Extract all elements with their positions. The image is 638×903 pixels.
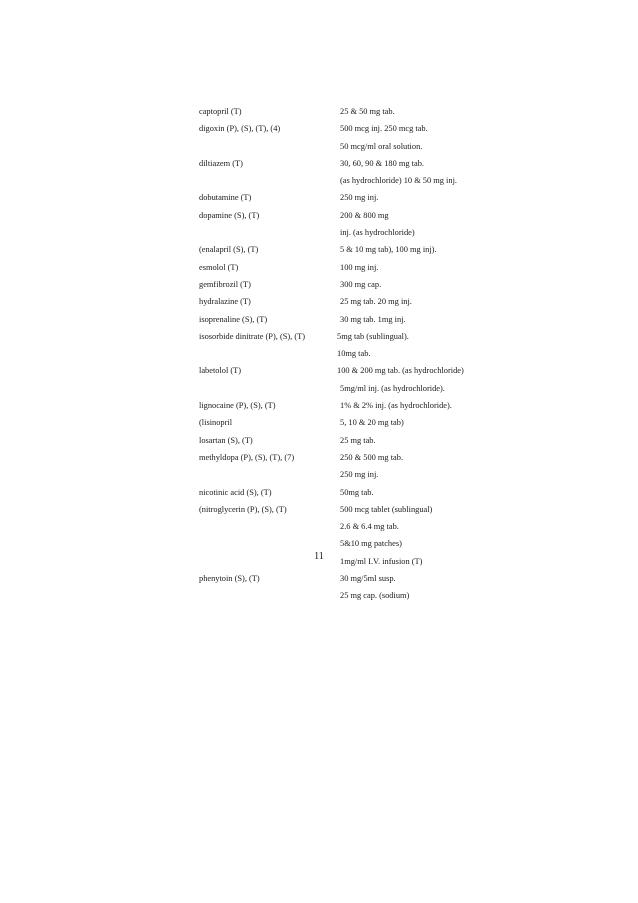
dosage-form-cell: 25 mg cap. (sodium)	[340, 591, 410, 601]
dosage-form-cell: 50 mcg/ml oral solution.	[340, 141, 423, 151]
dosage-form-cell: 1mg/ml I.V. infusion (T)	[340, 556, 423, 566]
table-row	[199, 587, 499, 604]
table-row	[199, 259, 499, 276]
table-row	[199, 397, 499, 414]
dosage-form-cell: 500 mcg inj. 250 mcg tab.	[340, 124, 428, 134]
drug-name-cell	[199, 380, 340, 397]
table-row	[199, 414, 499, 431]
table-row	[199, 501, 499, 518]
drug-name-cell: gemfibrozil (T)	[199, 279, 251, 289]
dosage-form-cell: 100 & 200 mg tab. (as hydrochloride)	[337, 366, 464, 376]
table-row	[199, 466, 499, 483]
table-row	[199, 103, 499, 120]
table-row	[199, 293, 499, 310]
dosage-form-cell: 25 mg tab.	[340, 435, 376, 445]
dosage-form-cell: 25 & 50 mg tab.	[340, 107, 395, 116]
table-row	[199, 484, 499, 501]
drug-name-cell: labetolol (T)	[199, 366, 242, 376]
dosage-form-cell: 100 mg inj.	[340, 262, 379, 272]
dosage-form-cell: 50mg tab.	[340, 487, 374, 497]
table-row	[199, 449, 499, 466]
dosage-form-cell: 30 mg tab. 1mg inj.	[340, 314, 406, 324]
table-row	[199, 345, 499, 362]
drug-name-cell: nicotinic acid (S), (T)	[199, 487, 272, 497]
dosage-form-cell: 30 mg/5ml susp.	[340, 574, 396, 584]
dosage-form-cell: 250 mg inj.	[340, 470, 379, 480]
table-row	[199, 518, 499, 535]
drug-name-cell: diltiazem (T)	[199, 158, 243, 168]
table-row	[199, 432, 499, 449]
table-row	[199, 570, 499, 587]
drug-name-cell: dobutamine (T)	[199, 193, 252, 203]
drug-name-cell	[199, 138, 340, 155]
drug-name-cell: hydralazine (T)	[199, 297, 251, 307]
drug-name-cell: dopamine (S), (T)	[199, 210, 260, 220]
drug-name-cell: isoprenaline (S), (T)	[199, 314, 268, 324]
table-row	[199, 155, 499, 172]
table-row	[199, 120, 499, 137]
drug-name-cell: (lisinopril	[199, 418, 233, 428]
dosage-form-cell: (as hydrochloride) 10 & 50 mg inj.	[340, 176, 457, 186]
dosage-form-cell: 5mg/ml inj. (as hydrochloride).	[340, 383, 445, 393]
drug-name-cell: methyldopa (P), (S), (T), (7)	[199, 452, 295, 462]
dosage-form-cell: 30, 60, 90 & 180 mg tab.	[340, 158, 424, 168]
table-row	[199, 380, 499, 397]
drug-dosage-table	[199, 103, 499, 605]
drug-name-cell: (nitroglycerin (P), (S), (T)	[199, 504, 287, 514]
drug-name-cell: lignocaine (P), (S), (T)	[199, 401, 276, 411]
dosage-form-cell: 2.6 & 6.4 mg tab.	[340, 522, 399, 532]
page-number: 11	[314, 551, 324, 562]
dosage-form-cell: 5mg tab (sublingual).	[337, 331, 409, 341]
table-row	[199, 172, 499, 189]
dosage-form-cell: 25 mg tab. 20 mg inj.	[340, 297, 412, 307]
dosage-form-cell: 250 & 500 mg tab.	[340, 452, 404, 462]
dosage-form-cell: 5, 10 & 20 mg tab)	[340, 418, 404, 428]
drug-name-cell	[199, 345, 340, 362]
table-row	[199, 224, 499, 241]
drug-name-cell	[199, 172, 340, 189]
drug-name-cell: losartan (S), (T)	[199, 435, 253, 445]
table-row	[199, 362, 499, 379]
drug-name-cell	[199, 224, 340, 241]
dosage-form-cell: 5 & 10 mg tab), 100 mg inj).	[340, 245, 437, 255]
drug-name-cell: phenytoin (S), (T)	[199, 574, 260, 584]
drug-name-cell	[199, 518, 340, 535]
table-row	[199, 311, 499, 328]
table-row	[199, 276, 499, 293]
dosage-form-cell: 250 mg inj.	[340, 193, 379, 203]
drug-name-cell	[199, 587, 340, 604]
dosage-form-cell: 10mg tab.	[337, 349, 371, 359]
drug-name-cell: esmolol (T)	[199, 262, 239, 272]
dosage-form-cell: 300 mg cap.	[340, 279, 382, 289]
table-row	[199, 207, 499, 224]
table-row	[199, 241, 499, 258]
drug-name-cell: captopril (T)	[199, 107, 242, 116]
drug-name-cell: digoxin (P), (S), (T), (4)	[199, 124, 281, 134]
dosage-form-cell: 500 mcg tablet (sublingual)	[340, 504, 433, 514]
table-row	[199, 189, 499, 206]
dosage-form-cell: 200 & 800 mg	[340, 210, 389, 220]
drug-name-cell	[199, 466, 340, 483]
dosage-form-cell: inj. (as hydrochloride)	[340, 228, 415, 238]
dosage-form-cell: 5&10 mg patches)	[340, 539, 402, 549]
dosage-form-cell: 1% & 2% inj. (as hydrochloride).	[340, 401, 452, 411]
drug-name-cell: (enalapril (S), (T)	[199, 245, 259, 255]
table-row	[199, 138, 499, 155]
drug-name-cell: isosorbide dinitrate (P), (S), (T)	[199, 331, 306, 341]
table-row	[199, 328, 499, 345]
